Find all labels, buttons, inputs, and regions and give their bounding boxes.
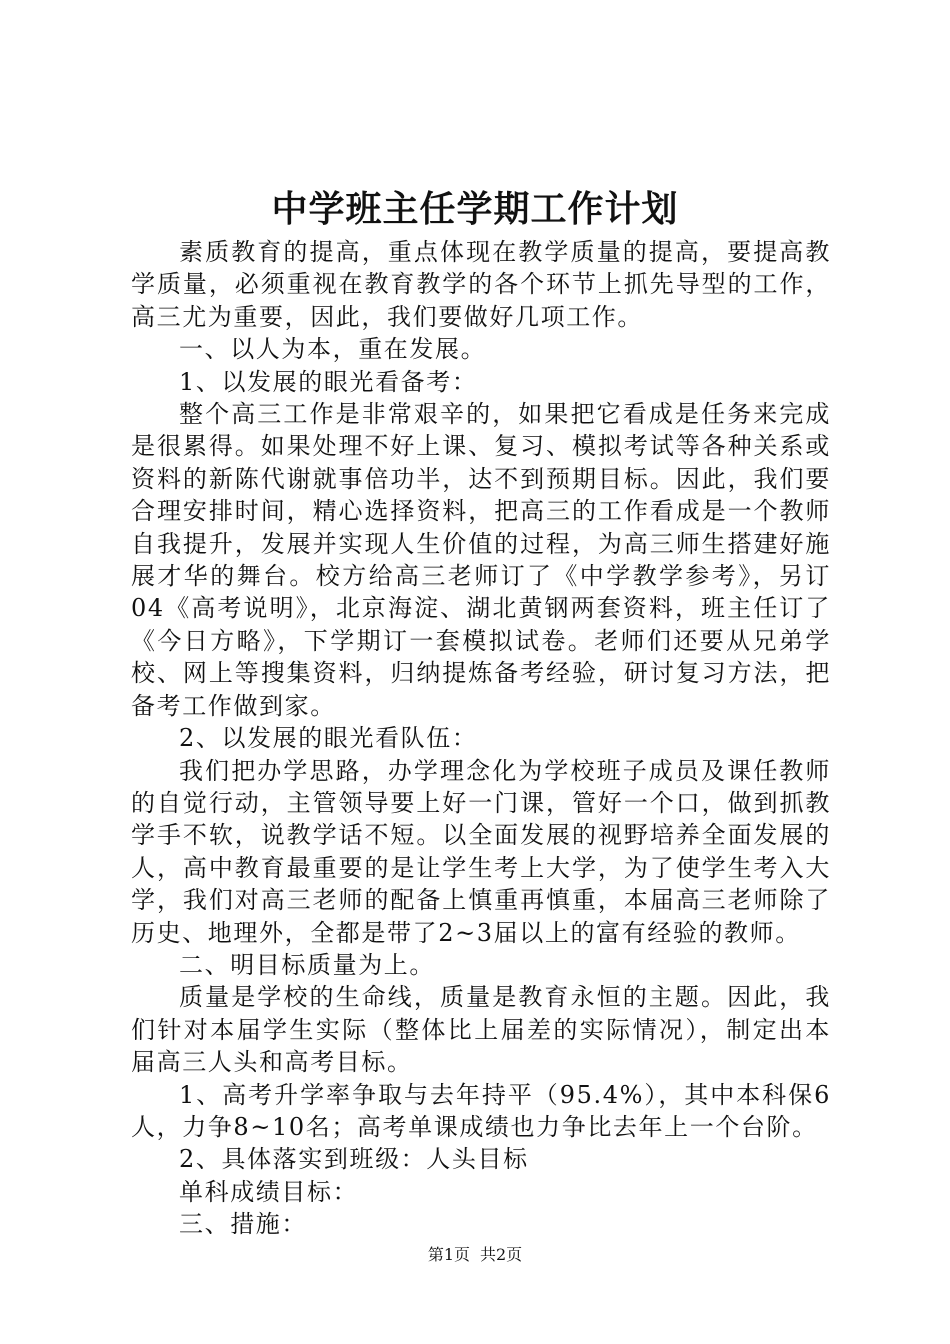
section-heading-2: 二、明目标质量为上。 <box>179 950 435 979</box>
paragraph-quality: 质量是学校的生命线，质量是教育永恒的主题。因此，我们针对本届学生实际（整体比上届差的实际情况），制定出本届高三人头和高考目标。 <box>131 983 831 1077</box>
document-title: 中学班主任学期工作计划 <box>271 188 679 230</box>
paragraph-exam-prep: 整个高三工作是非常艰辛的，如果把它看成是任务来完成是很累得。如果处理不好上课、复习、模拟考试等各种关系或资料的新陈代谢就事倍功半，达不到预期目标。因此，我们要合理安排时间，精心选择资料，把高三的工作看成是一个教师自我提升，发展并实现人生价值的过程，为高三师生搭建好施展才华的舞台。校方给高三老师订了《中学教学参考》，另订04《高考说明》，北京海淀、湖北黄钢两套资料，班主任订了《今日方略》，下学期订一套模拟试卷。老师们还要从兄弟学校、网上等搜集资料，归纳提炼备考经验，研讨复习方法，把备考工作做到家。 <box>131 400 831 720</box>
paragraph-team: 我们把办学思路，办学理念化为学校班子成员及课任教师的自觉行动，主管领导要上好一门课，管好一个口，做到抓教学手不软，说教学话不短。以全面发展的视野培养全面发展的人，高中教育最重要的是让学生考上大学，为了使学生考入大学，我们对高三老师的配备上慎重再慎重，本届高三老师除了历史、地理外，全都是带了2~3届以上的富有经验的教师。 <box>131 756 831 947</box>
page-footer <box>0 1244 950 1266</box>
document-body <box>131 236 831 1241</box>
subsection-heading-1-1: 1、以发展的眼光看备考： <box>179 367 478 396</box>
section-heading-1: 一、以人为本，重在发展。 <box>179 335 487 364</box>
paragraph-target-1: 1、高考升学率争取与去年持平（95.4%），其中本科保6人，力争8~10名；高考单课成绩也力争比去年上一个台阶。 <box>131 1080 831 1141</box>
page-number: 第1页 <box>427 1245 470 1264</box>
paragraph-intro: 素质教育的提高，重点体现在教学质量的提高，要提高教学质量，必须重视在教育教学的各个环节上抓先导型的工作，高三尤为重要，因此，我们要做好几项工作。 <box>131 238 831 331</box>
subsection-heading-1-2: 2、以发展的眼光看队伍： <box>179 724 478 753</box>
paragraph-target-2: 2、具体落实到班级：人头目标 <box>179 1145 529 1174</box>
section-heading-3: 三、措施： <box>179 1210 307 1239</box>
paragraph-subject-target: 单科成绩目标： <box>179 1177 359 1206</box>
page-total: 共2页 <box>480 1245 523 1264</box>
